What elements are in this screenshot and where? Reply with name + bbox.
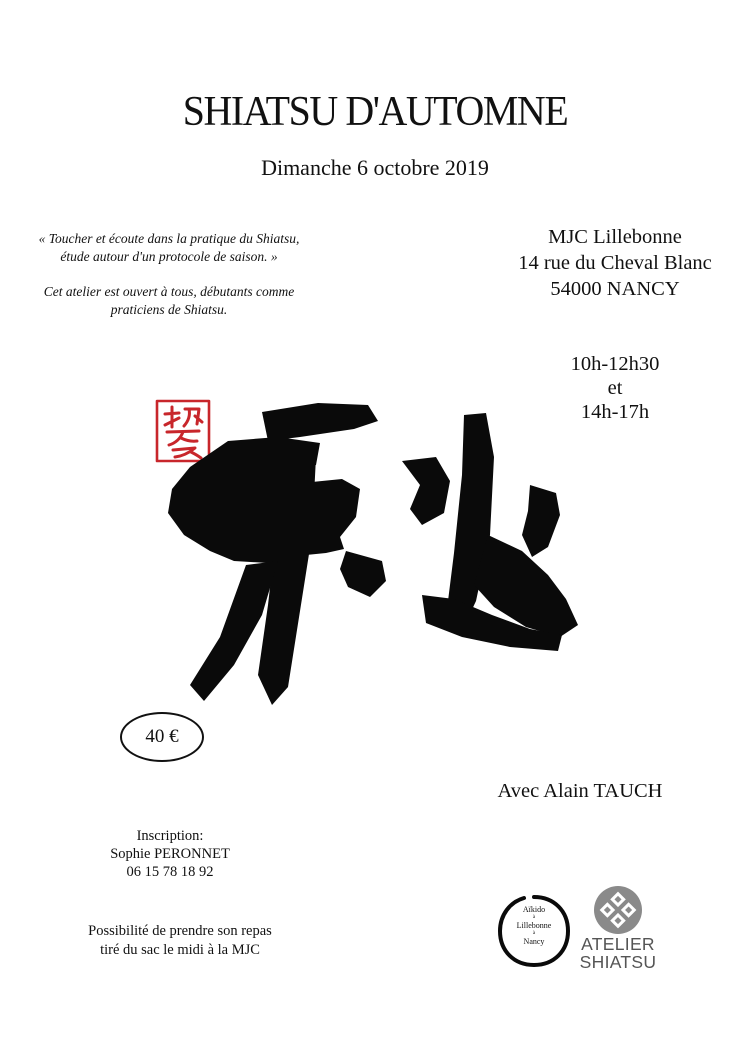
aikido-line1: Aïkido bbox=[522, 905, 546, 914]
meal-note-line2: tiré du sac le midi à la MJC bbox=[100, 942, 260, 958]
atelier-line1: ATELIER bbox=[581, 934, 655, 954]
inscription-label: Inscription: bbox=[136, 828, 204, 844]
atelier-shiatsu-diamond-logo bbox=[592, 884, 644, 936]
atelier-logo-text bbox=[570, 935, 666, 971]
aikido-line2: Lillebonne bbox=[516, 921, 552, 930]
inscription-block bbox=[80, 827, 260, 881]
hours-afternoon: 14h-17h bbox=[580, 401, 650, 423]
price-text: 40 € bbox=[145, 726, 179, 747]
price-badge bbox=[120, 712, 204, 762]
hours-morning: 10h-12h30 bbox=[570, 353, 660, 375]
venue-street: 14 rue du Cheval Blanc bbox=[518, 252, 712, 274]
hours-joiner: et bbox=[607, 377, 623, 399]
venue-address bbox=[480, 224, 750, 302]
open-note: Cet atelier est ouvert à tous, débutants comme praticiens de Shiatsu. bbox=[43, 284, 295, 317]
inscription-contact-name: Sophie PERONNET bbox=[110, 846, 230, 862]
aikido-logo-text bbox=[506, 905, 562, 947]
quote-text: « Toucher et écoute dans la pratique du Shiatsu, étude autour d'un protocole de saison. » bbox=[38, 231, 300, 264]
atelier-line2: SHIATSU bbox=[579, 952, 657, 972]
teacher-name: Avec Alain TAUCH bbox=[497, 780, 663, 802]
venue-name: MJC Lillebonne bbox=[548, 226, 682, 248]
aikido-sep1: à bbox=[532, 915, 536, 920]
event-date: Dimanche 6 octobre 2019 bbox=[261, 155, 489, 180]
aikido-sep2: à bbox=[532, 931, 536, 936]
autumn-kanji-calligraphy bbox=[150, 385, 590, 715]
venue-city: 54000 NANCY bbox=[550, 278, 680, 300]
meal-note-line1: Possibilité de prendre son repas bbox=[88, 923, 272, 939]
inscription-phone: 06 15 78 18 92 bbox=[126, 864, 214, 880]
aikido-line3: Nancy bbox=[523, 937, 545, 946]
meal-note bbox=[40, 922, 320, 960]
description-block bbox=[30, 230, 308, 336]
poster-title: SHIATSU D'AUTOMNE bbox=[182, 89, 568, 135]
